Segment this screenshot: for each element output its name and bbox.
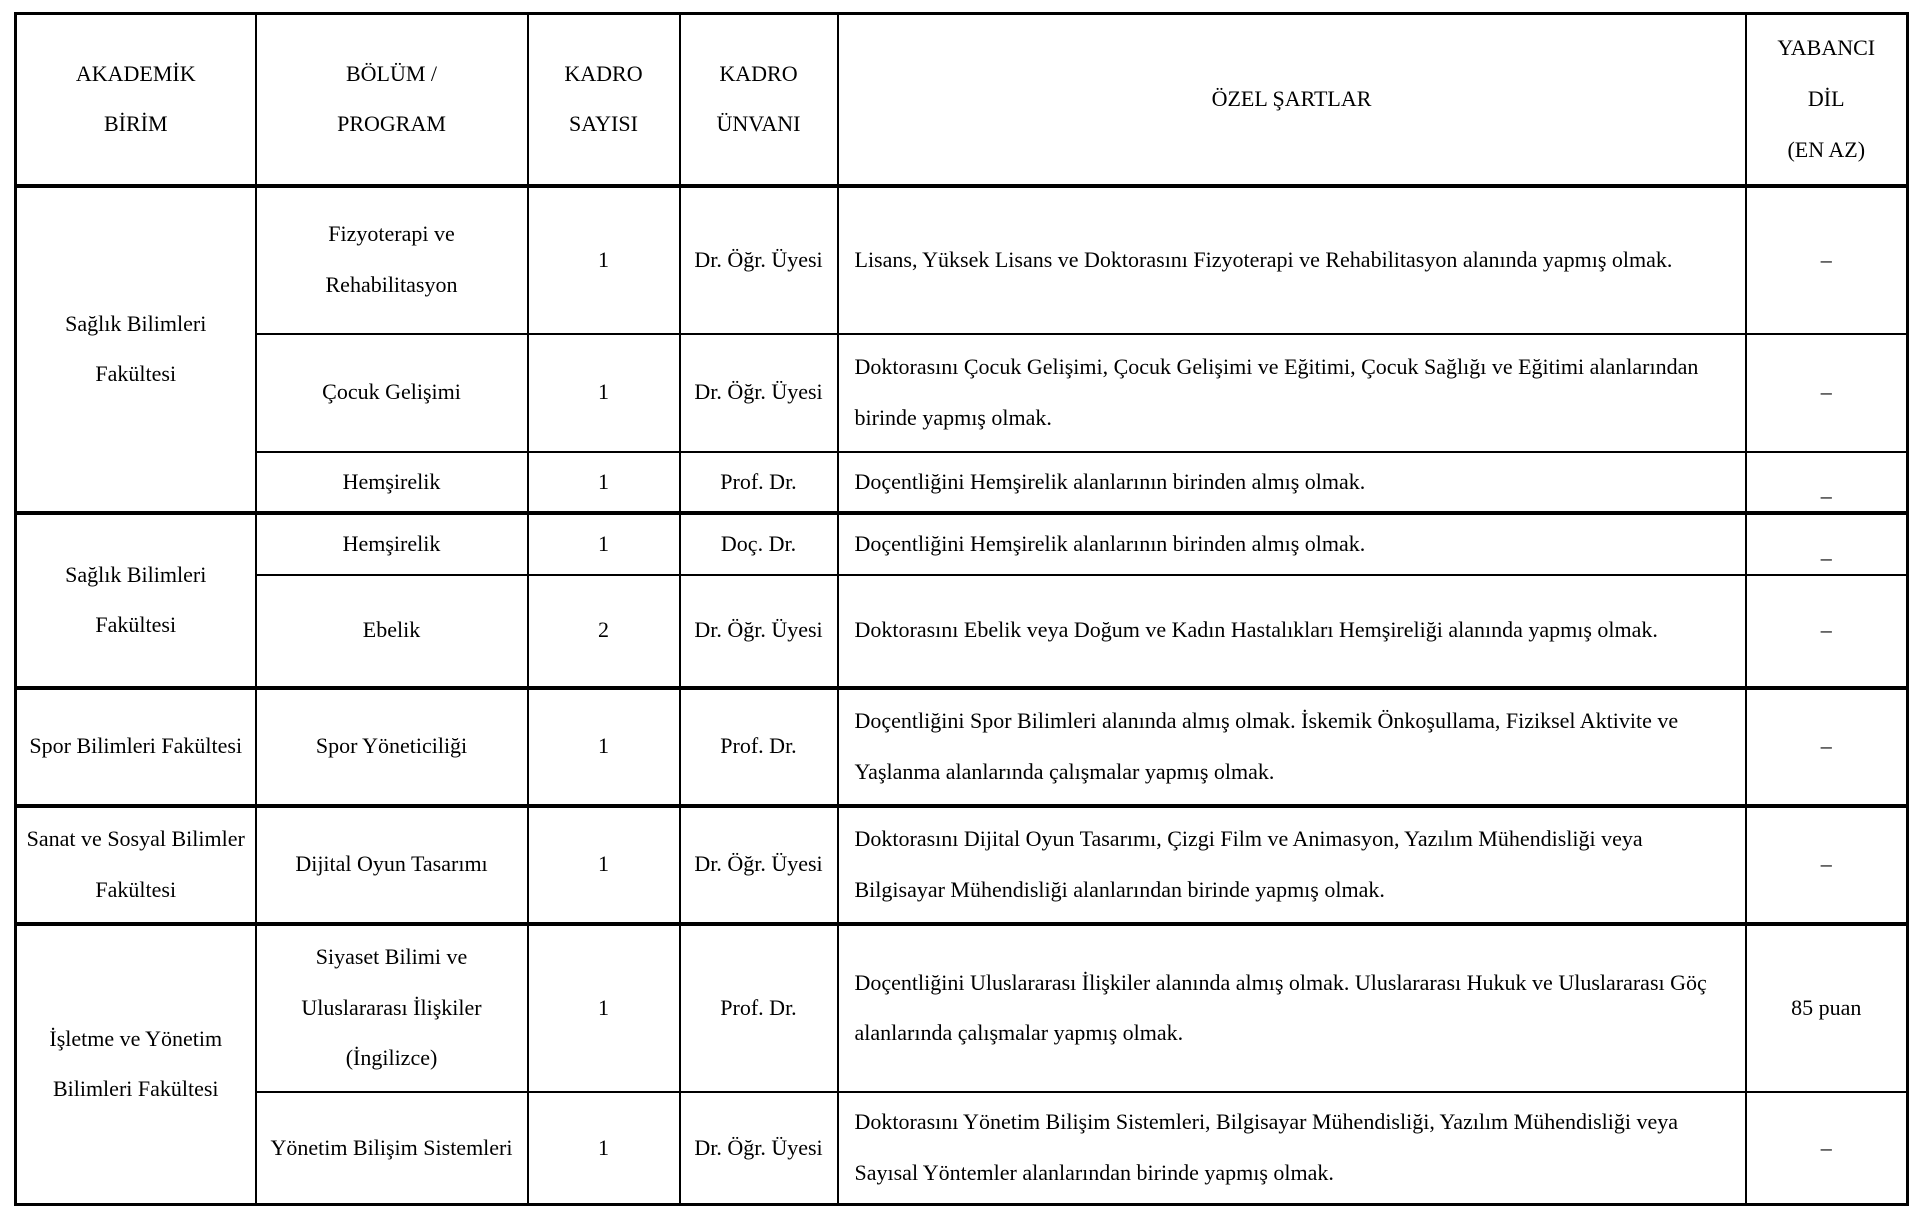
cell-bolum: Siyaset Bilimi ve Uluslararası İlişkiler (İngilizce) [256, 924, 528, 1092]
cell-ozel-sartlar: Doçentliğini Hemşirelik alanlarının birinden almış olmak. [838, 513, 1746, 575]
cell-bolum: Spor Yöneticiliği [256, 688, 528, 806]
cell-kadro-unvani: Prof. Dr. [680, 452, 838, 514]
cell-bolum: Çocuk Gelişimi [256, 334, 528, 452]
cell-yabanci-dil: – [1746, 688, 1908, 806]
cell-kadro-unvani: Dr. Öğr. Üyesi [680, 575, 838, 688]
cell-kadro-sayisi: 1 [528, 924, 680, 1092]
table-row [16, 334, 1908, 452]
cell-yabanci-dil: – [1746, 452, 1908, 514]
cell-bolum: Yönetim Bilişim Sistemleri [256, 1092, 528, 1205]
cell-ozel-sartlar: Doktorasını Yönetim Bilişim Sistemleri, Bilgisayar Mühendisliği, Yazılım Mühendisliği veya Sayısal Yöntemler alanlarından birinde yapmış olmak. [838, 1092, 1746, 1205]
cell-kadro-sayisi: 1 [528, 806, 680, 924]
cell-ozel-sartlar: Doktorasını Dijital Oyun Tasarımı, Çizgi Film ve Animasyon, Yazılım Mühendisliği veya Bilgisayar Mühendisliği alanlarından birinde yapmış olmak. [838, 806, 1746, 924]
header-line: AKADEMİK [75, 60, 196, 86]
cell-kadro-unvani: Dr. Öğr. Üyesi [680, 186, 838, 334]
header-row [16, 14, 1908, 186]
header-line: BÖLÜM / [345, 60, 438, 86]
cell-kadro-unvani: Dr. Öğr. Üyesi [680, 806, 838, 924]
cell-kadro-unvani: Prof. Dr. [680, 924, 838, 1092]
table-row [16, 924, 1908, 1092]
table-row [16, 688, 1908, 806]
header-line: SAYISI [569, 111, 638, 137]
cell-kadro-sayisi: 1 [528, 334, 680, 452]
table-row [16, 575, 1908, 688]
cell-ozel-sartlar: Doçentliğini Hemşirelik alanlarının birinden almış olmak. [838, 452, 1746, 514]
cell-yabanci-dil: – [1746, 513, 1908, 575]
header-kadro-sayisi [528, 14, 680, 186]
cell-akademik-birim: Spor Bilimleri Fakültesi [16, 688, 256, 806]
table-row [16, 1092, 1908, 1205]
cell-kadro-sayisi: 1 [528, 1092, 680, 1205]
table-header [16, 14, 1908, 186]
header-line: KADRO [564, 60, 643, 86]
header-line: PROGRAM [337, 111, 446, 137]
cell-yabanci-dil: – [1746, 334, 1908, 452]
cell-ozel-sartlar: Lisans, Yüksek Lisans ve Doktorasını Fizyoterapi ve Rehabilitasyon alanında yapmış olmak. [838, 186, 1746, 334]
cell-kadro-sayisi: 1 [528, 688, 680, 806]
cell-kadro-sayisi: 1 [528, 186, 680, 334]
header-ozel-sartlar: ÖZEL ŞARTLAR [838, 14, 1746, 186]
cell-kadro-sayisi: 1 [528, 452, 680, 514]
academic-positions-table [14, 12, 1909, 1206]
table-body [16, 186, 1908, 1205]
cell-ozel-sartlar: Doçentliğini Uluslararası İlişkiler alanında almış olmak. Uluslararası Hukuk ve Uluslararası Göç alanlarında çalışmalar yapmış olmak. [838, 924, 1746, 1092]
header-bolum-program [256, 14, 528, 186]
cell-akademik-birim: Sağlık Bilimleri Fakültesi [16, 513, 256, 688]
table-row [16, 513, 1908, 575]
table-row [16, 186, 1908, 334]
cell-kadro-unvani: Dr. Öğr. Üyesi [680, 334, 838, 452]
cell-akademik-birim: İşletme ve Yönetim Bilimleri Fakültesi [16, 924, 256, 1205]
cell-ozel-sartlar: Doktorasını Ebelik veya Doğum ve Kadın Hastalıkları Hemşireliği alanında yapmış olmak. [838, 575, 1746, 688]
cell-kadro-sayisi: 1 [528, 513, 680, 575]
cell-yabanci-dil: – [1746, 575, 1908, 688]
header-yabanci-dil [1746, 14, 1908, 186]
header-line: YABANCI [1777, 35, 1876, 61]
cell-ozel-sartlar: Doçentliğini Spor Bilimleri alanında almış olmak. İskemik Önkoşullama, Fiziksel Aktivite ve Yaşlanma alanlarında çalışmalar yapmış olmak. [838, 688, 1746, 806]
cell-ozel-sartlar: Doktorasını Çocuk Gelişimi, Çocuk Gelişimi ve Eğitimi, Çocuk Sağlığı ve Eğitimi alanlarından birinde yapmış olmak. [838, 334, 1746, 452]
header-line: (EN AZ) [1787, 136, 1866, 162]
table-row [16, 806, 1908, 924]
header-line: ÜNVANI [716, 111, 801, 137]
cell-yabanci-dil: – [1746, 1092, 1908, 1205]
table-row [16, 452, 1908, 514]
cell-akademik-birim: Sağlık Bilimleri Fakültesi [16, 186, 256, 514]
cell-bolum: Hemşirelik [256, 452, 528, 514]
header-kadro-unvani [680, 14, 838, 186]
cell-yabanci-dil: – [1746, 186, 1908, 334]
cell-akademik-birim: Sanat ve Sosyal Bilimler Fakültesi [16, 806, 256, 924]
cell-bolum: Dijital Oyun Tasarımı [256, 806, 528, 924]
cell-bolum: Fizyoterapi ve Rehabilitasyon [256, 186, 528, 334]
cell-kadro-unvani: Doç. Dr. [680, 513, 838, 575]
cell-kadro-unvani: Prof. Dr. [680, 688, 838, 806]
header-line: DİL [1807, 85, 1845, 111]
cell-kadro-unvani: Dr. Öğr. Üyesi [680, 1092, 838, 1205]
cell-yabanci-dil: 85 puan [1746, 924, 1908, 1092]
header-line: KADRO [719, 60, 798, 86]
cell-bolum: Hemşirelik [256, 513, 528, 575]
cell-yabanci-dil: – [1746, 806, 1908, 924]
cell-kadro-sayisi: 2 [528, 575, 680, 688]
cell-bolum: Ebelik [256, 575, 528, 688]
header-akademik-birim [16, 14, 256, 186]
header-line: BİRİM [103, 111, 168, 137]
